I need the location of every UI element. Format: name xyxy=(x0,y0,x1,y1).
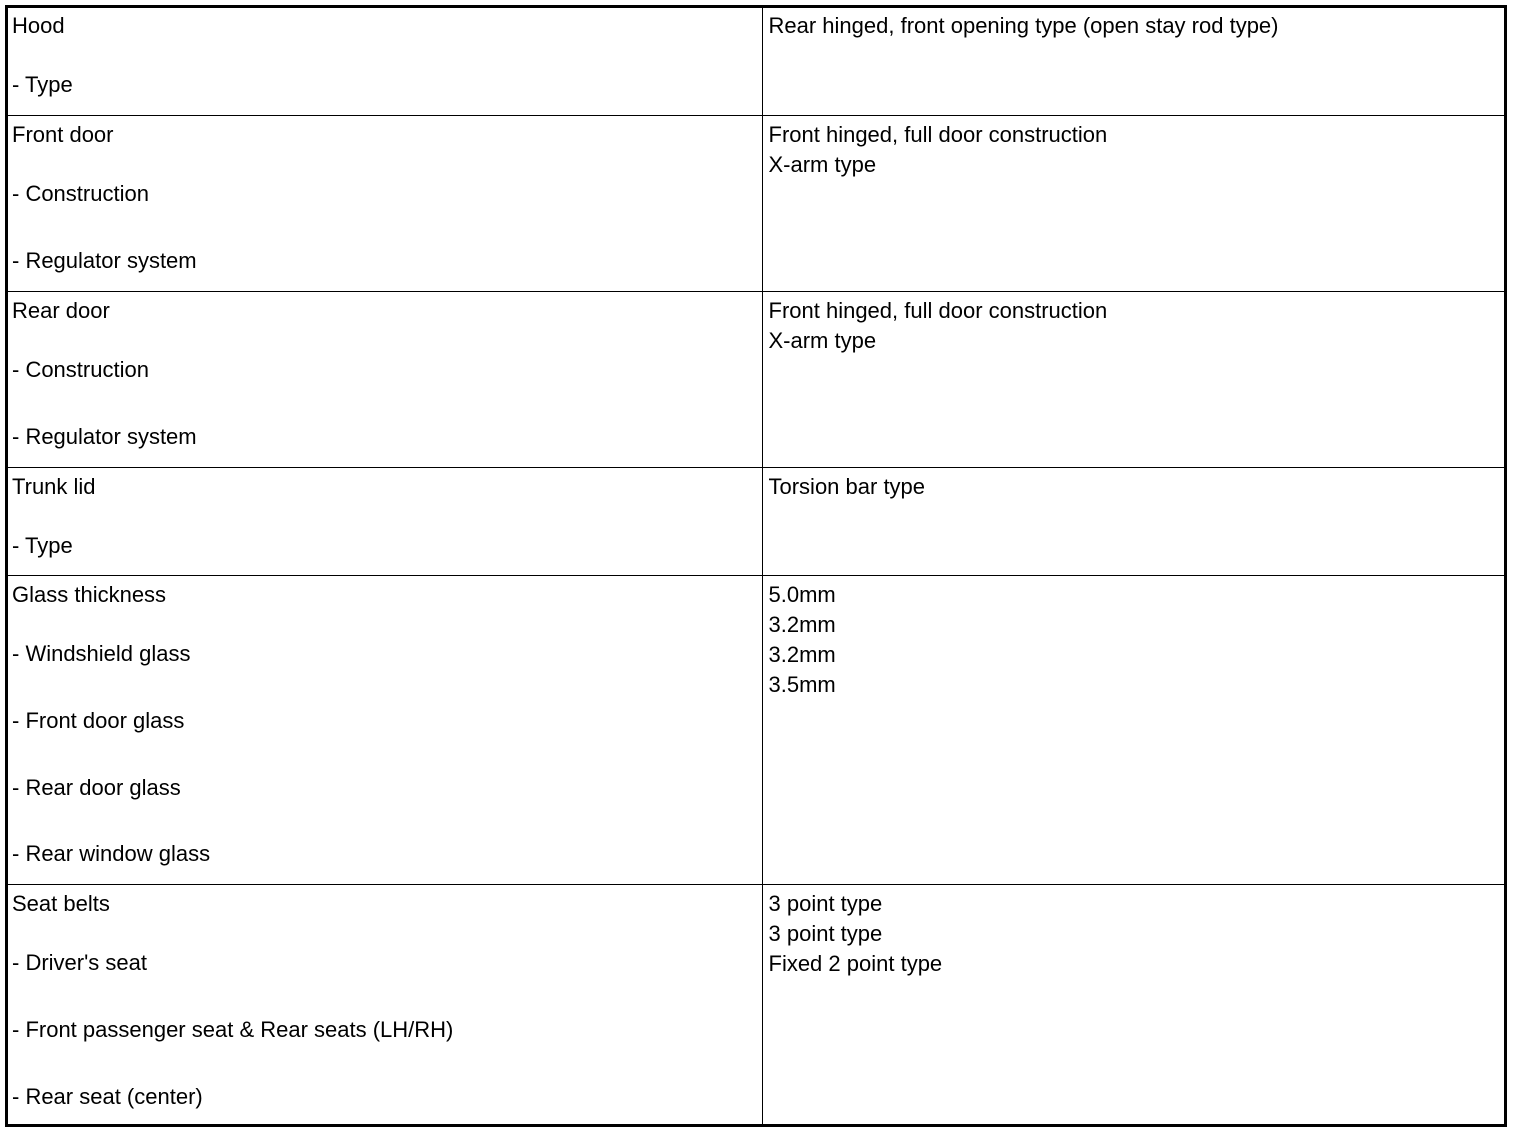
value-cell xyxy=(762,575,1505,884)
value-line: 3.5mm xyxy=(768,671,836,697)
item-cell xyxy=(7,467,762,575)
value-line: Front hinged, full door construction xyxy=(768,297,1108,323)
item-title: Glass thickness xyxy=(12,581,167,607)
value-line: Front hinged, full door construction xyxy=(768,121,1108,147)
sub-item: - Regulator system xyxy=(12,247,197,273)
value-line: 3.2mm xyxy=(768,611,836,637)
sub-item: - Type xyxy=(12,532,73,558)
table-row-seat-belts xyxy=(7,884,1505,1127)
value-cell xyxy=(762,467,1505,575)
value-line: 3 point type xyxy=(768,890,883,916)
sub-item: - Front passenger seat & Rear seats (LH/RH) xyxy=(12,1016,454,1042)
value-cell xyxy=(762,115,1505,291)
value-line: 3.2mm xyxy=(768,641,836,667)
sub-item: - Regulator system xyxy=(12,423,197,449)
value-line: 3 point type xyxy=(768,920,883,946)
item-title: Rear door xyxy=(12,297,110,323)
item-title: Trunk lid xyxy=(12,473,96,499)
value-line: Torsion bar type xyxy=(768,473,926,499)
sub-item: - Rear seat (center) xyxy=(12,1083,203,1109)
item-cell xyxy=(7,7,762,115)
value-line: X-arm type xyxy=(768,151,877,177)
value-cell xyxy=(762,884,1505,1127)
sub-item: - Windshield glass xyxy=(12,640,191,666)
sub-item: - Rear door glass xyxy=(12,774,181,800)
sub-item: - Construction xyxy=(12,356,149,382)
value-cell xyxy=(762,7,1505,115)
item-title: Front door xyxy=(12,121,114,147)
table-row-front-door xyxy=(7,115,1505,291)
specification-table xyxy=(7,7,1505,1127)
table-row-hood xyxy=(7,7,1505,115)
item-cell xyxy=(7,115,762,291)
sub-item: - Construction xyxy=(12,180,149,206)
item-cell xyxy=(7,884,762,1127)
sub-item: - Type xyxy=(12,72,73,97)
sub-item: - Driver's seat xyxy=(12,949,147,975)
item-title: Hood xyxy=(12,13,65,38)
value-line: X-arm type xyxy=(768,327,877,353)
value-line: Fixed 2 point type xyxy=(768,950,943,976)
table-row-rear-door xyxy=(7,291,1505,467)
sub-item: - Rear window glass xyxy=(12,840,211,866)
value-cell xyxy=(762,291,1505,467)
sub-item: - Front door glass xyxy=(12,707,185,733)
value-line: 5.0mm xyxy=(768,581,836,607)
table-row-trunk-lid xyxy=(7,467,1505,575)
item-title: Seat belts xyxy=(12,890,110,916)
item-cell xyxy=(7,291,762,467)
value-line: Rear hinged, front opening type (open stay rod type) xyxy=(768,13,1279,38)
table-row-glass-thickness xyxy=(7,575,1505,884)
item-cell xyxy=(7,575,762,884)
